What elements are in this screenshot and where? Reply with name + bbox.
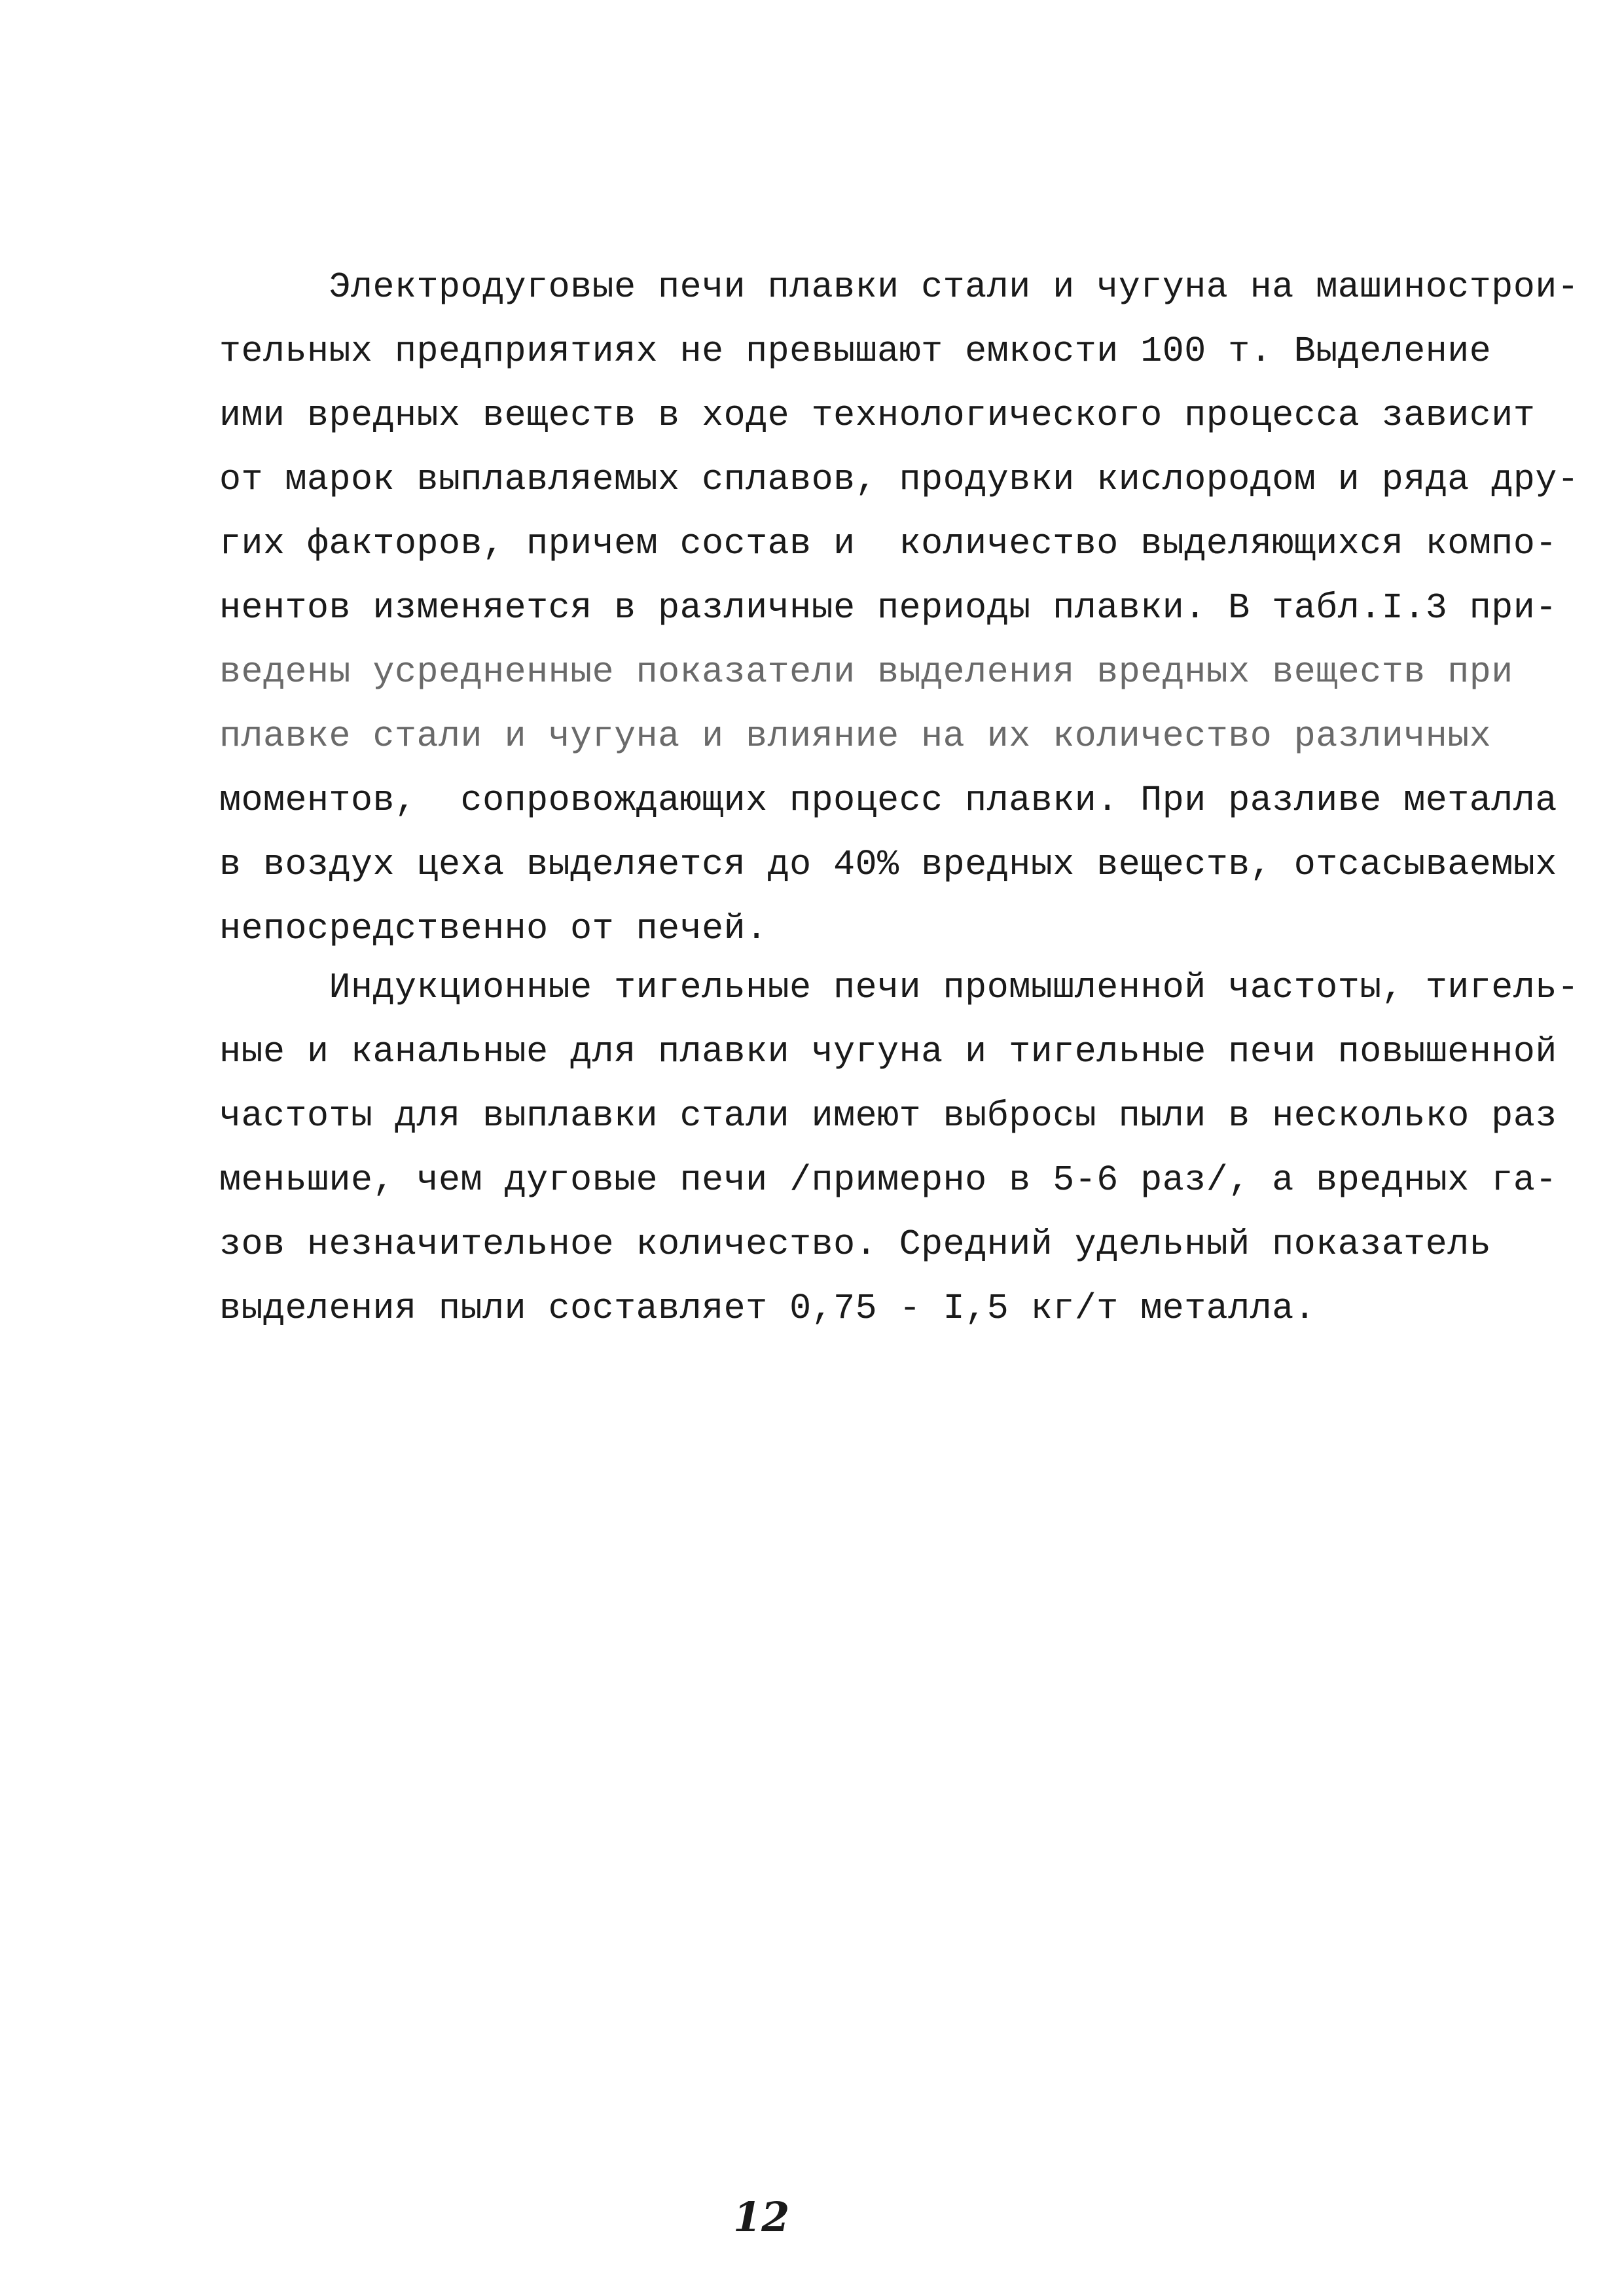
text-line: Индукционные тигельные печи промышленной частоты, тигель- xyxy=(219,967,1579,1008)
text-line: нентов изменяется в различные периоды плавки. В табл.I.3 при- xyxy=(219,587,1557,629)
text-line: в воздух цеха выделяется до 40% вредных веществ, отсасываемых xyxy=(219,844,1557,885)
text-line: частоты для выплавки стали имеют выбросы пыли в несколько раз xyxy=(219,1095,1557,1137)
text-line: моментов, сопровождающих процесс плавки. При разливе металла xyxy=(219,780,1557,821)
text-line: Электродуговые печи плавки стали и чугуна на машинострои- xyxy=(219,266,1579,308)
text-line: непосредственно от печей. xyxy=(219,908,768,949)
text-line: гих факторов, причем состав и количество выделяющихся компо- xyxy=(219,523,1557,564)
text-line: выделения пыли составляет 0,75 - I,5 кг/т металла. xyxy=(219,1288,1316,1329)
page-number: 12 xyxy=(733,2193,790,2241)
text-line: ведены усредненные показатели выделения вредных веществ при xyxy=(219,651,1513,693)
paragraph-induction-furnaces xyxy=(219,956,1579,1341)
paragraph-electric-arc-furnaces xyxy=(219,255,1579,961)
text-line: ими вредных веществ в ходе технологического процесса зависит xyxy=(219,395,1536,436)
text-line: тельных предприятиях не превышают емкости 100 т. Выделение xyxy=(219,331,1492,372)
text-line: плавке стали и чугуна и влияние на их количество различных xyxy=(219,716,1492,757)
text-line: меньшие, чем дуговые печи /примерно в 5-6 раз/, а вредных га- xyxy=(219,1159,1557,1201)
text-line: ные и канальные для плавки чугуна и тигельные печи повышенной xyxy=(219,1031,1557,1072)
text-line: от марок выплавляемых сплавов, продувки кислородом и ряда дру- xyxy=(219,459,1579,500)
text-line: зов незначительное количество. Средний удельный показатель xyxy=(219,1224,1492,1265)
